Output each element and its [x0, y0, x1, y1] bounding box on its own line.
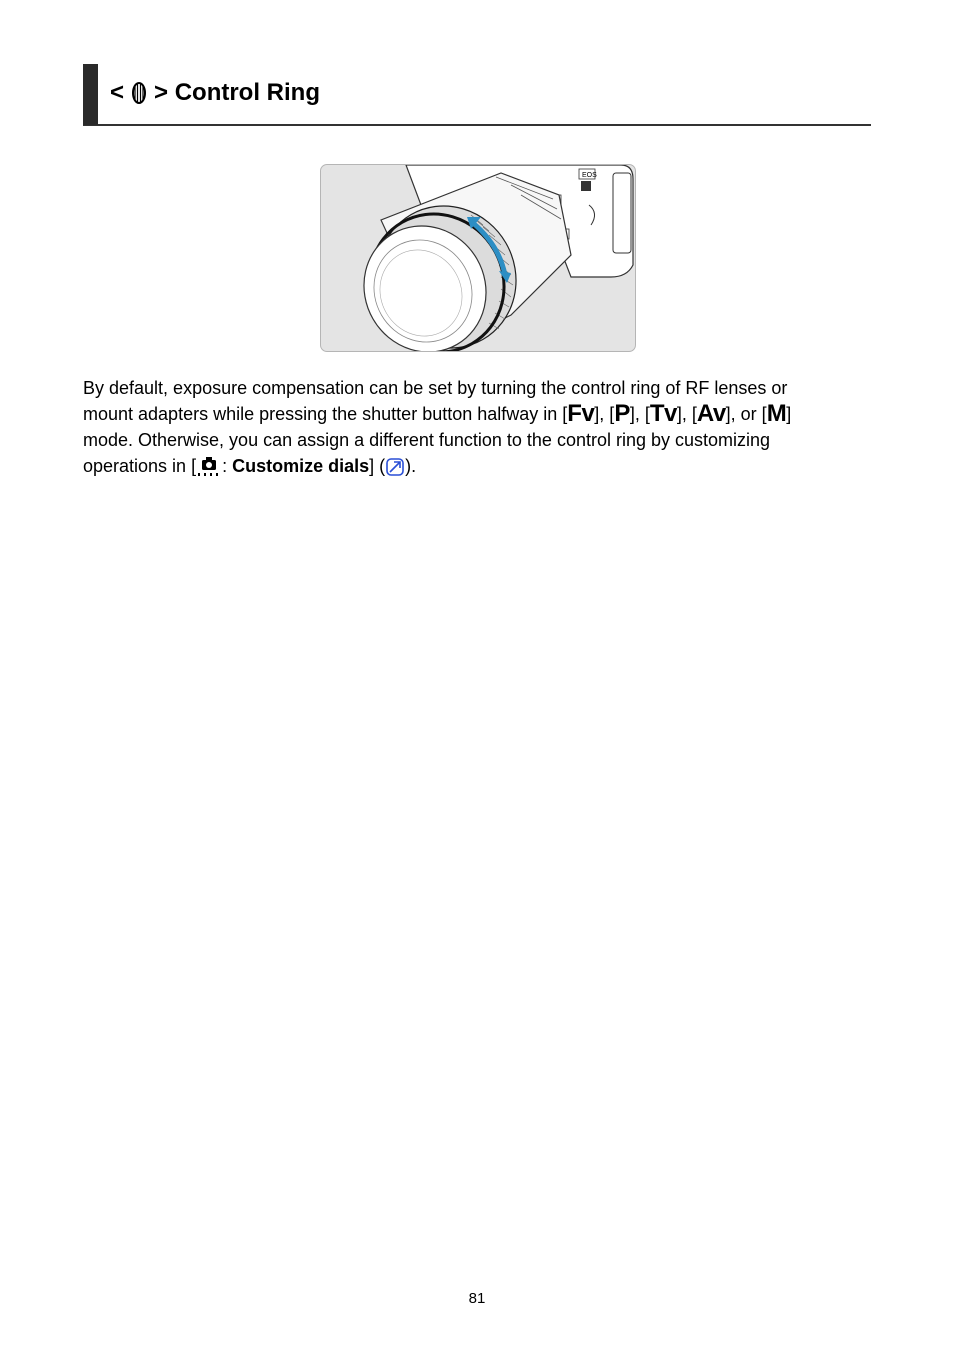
separator: ], [	[594, 404, 615, 424]
shooting-menu-icon	[196, 455, 222, 484]
mode-av: Av	[696, 400, 726, 427]
page-title	[110, 79, 320, 107]
lens-illustration	[320, 164, 636, 352]
paragraph-line-3: mode. Otherwise, you can assign a different function to the control ring by customizing	[83, 430, 771, 450]
heading-text: > Control Ring	[154, 79, 320, 106]
page-number: 81	[468, 1290, 486, 1307]
paragraph-line-2	[83, 401, 873, 427]
section-heading	[83, 64, 871, 126]
paragraph-line-4	[83, 453, 873, 484]
line2-end: ]	[786, 404, 792, 424]
line4-mid: ] (	[369, 456, 386, 476]
mode-tv: Tv	[649, 400, 677, 427]
control-ring-icon	[128, 81, 150, 105]
separator: ], or [	[725, 404, 767, 424]
line2-start: mount adapters while pressing the shutter button halfway in [	[83, 404, 568, 424]
paragraph-line-1: By default, exposure compensation can be set by turning the control ring of RF lenses or	[83, 378, 788, 398]
line4-colon: :	[222, 456, 233, 476]
camera-brand-text: EOS	[582, 172, 597, 179]
mode-fv: Fv	[567, 400, 595, 427]
menu-item-name: Customize dials	[232, 456, 370, 476]
heading-prefix: <	[110, 79, 125, 106]
mode-m: M	[766, 400, 787, 427]
line4-start: operations in [	[83, 456, 197, 476]
mode-p: P	[614, 400, 630, 427]
heading-accent-bar	[83, 64, 98, 125]
body-paragraph	[83, 375, 873, 484]
page-link-icon[interactable]	[385, 457, 405, 484]
separator: ], [	[629, 404, 650, 424]
line4-end: ).	[405, 456, 417, 476]
separator: ], [	[676, 404, 697, 424]
